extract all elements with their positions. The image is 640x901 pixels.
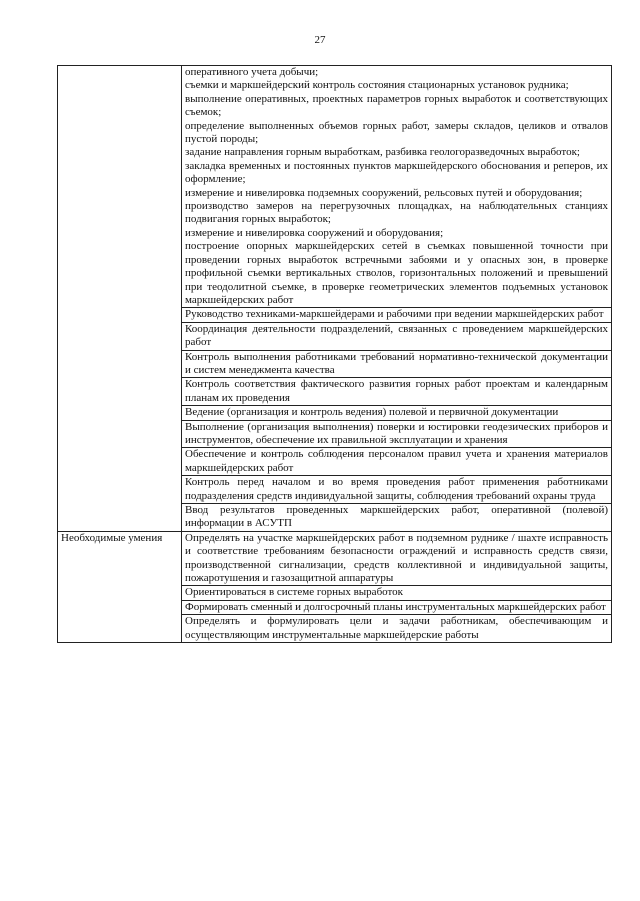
table-cell: Руководство техниками-маркшейдерами и рабочими при ведении маркшейдерских работ [182,308,612,322]
table-cell: Контроль перед началом и во время проведения работ применения работниками подразделения средств индивидуальной защиты, соблюдения требований охраны труда [182,476,612,504]
list-item: построение опорных маркшейдерских сетей в съемках повышенной точности при проведении горных выработок встречными забоями и у опасных зон, в проверке профильной съемки вертикальных стволов, горизонтальных положений и превышений при теодолитной съемке, в проверке геометрических элементов подъемных установок маркшейдерских работ [185,240,608,306]
list-item: измерение и нивелировка сооружений и оборудования; [185,226,444,239]
list-item: оперативного учета добычи; [185,66,319,78]
table-cell: Контроль выполнения работниками требований нормативно-технической документации и систем менеджмента качества [182,350,612,378]
list-item: измерение и нивелировка подземных сооружений, рельсовых путей и оборудования; [185,186,583,199]
page-number: 27 [314,34,326,46]
table-row [58,531,612,586]
table-cell: Ориентироваться в системе горных выработок [182,586,612,600]
duties-list-cell [182,66,612,308]
list-item: съемки и маркшейдерский контроль состояния стационарных установок рудника; [185,79,569,92]
table-cell: Координация деятельности подразделений, связанных с проведением маркшейдерских работ [182,322,612,350]
list-item: определение выполненных объемов горных работ, замеры складов, целиков и отвалов пустой породы; [185,119,608,146]
table-cell: Выполнение (организация выполнения) поверки и юстировки геодезических приборов и инструментов, обеспечение их правильной эксплуатации и хранения [182,420,612,448]
table-cell: Определять и формулировать цели и задачи работникам, обеспечивающим и осуществляющим инструментальные маркшейдерские работы [182,615,612,643]
list-item: производство замеров на перегрузочных площадках, на наблюдательных станциях подвигания горных выработок; [185,200,608,226]
table-cell: Ведение (организация и контроль ведения) полевой и первичной документации [182,406,612,420]
list-item: задание направления горным выработкам, разбивка геологоразведочных выработок; [185,146,580,159]
table-cell: Контроль соответствия фактического развития горных работ проектам и календарным планам их проведения [182,378,612,406]
table-row [58,66,612,308]
list-item: выполнение оперативных, проектных параметров горных выработок и соответствующих съемок; [185,92,608,119]
row-label [58,66,182,532]
competency-table [57,65,612,643]
table-cell: Определять на участке маркшейдерских работ в подземном руднике / шахте исправность и соответствие требованиям безопасности ограждений и исправность средств связи, производственной сигнализации, средств коллективной и индивидуальной защиты, пожаротушения и газозащитной аппаратуры [182,531,612,586]
table-cell: Формировать сменный и долгосрочный планы инструментальных маркшейдерских работ [182,600,612,614]
list-item: закладка временных и постоянных пунктов маркшейдерского обоснования и реперов, их оформление; [185,159,608,186]
row-label-skills: Необходимые умения [58,531,182,642]
table-cell: Обеспечение и контроль соблюдения персоналом правил учета и хранения материалов маркшейдерских работ [182,448,612,476]
table-cell: Ввод результатов проведенных маркшейдерских работ, оперативной (полевой) информации в АСУТП [182,504,612,532]
